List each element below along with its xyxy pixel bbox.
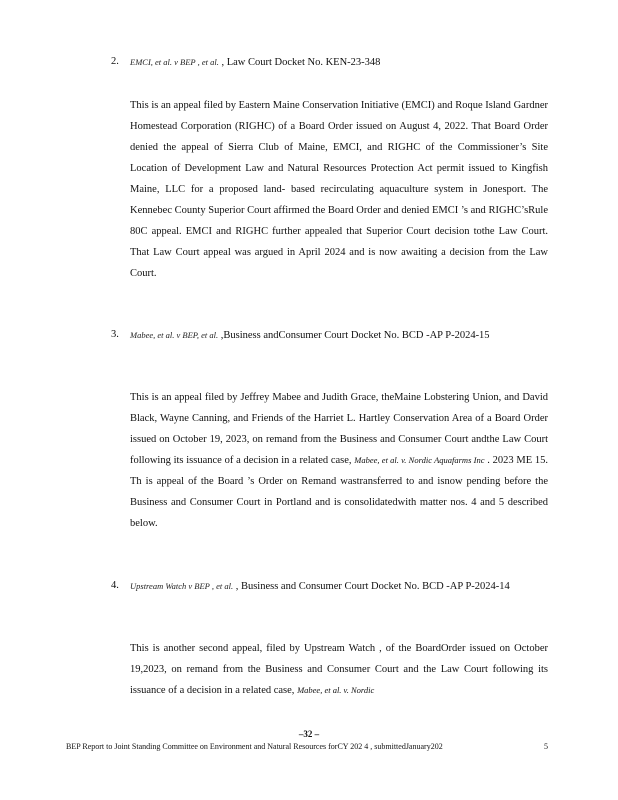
item-number: 3.	[111, 329, 119, 340]
case-paragraph	[130, 638, 548, 701]
case-paragraph	[130, 387, 548, 534]
paragraph-text: This is another second appeal, filed by Upstream Watch , of the BoardOrder issued on October 19,2023, on remand from the Business and Consumer Court and the Law Court following its issuance of a decision in a related case,	[130, 643, 548, 696]
page-number: –32 –	[298, 729, 320, 739]
paragraph-text: . 2023 ME 15. Th is appeal of the Board ’s Order on Remand wastransferred to and isnow pending before the Business and Consumer Court in Portland and is consolidatedwith matter nos. 4 and 5 described below.	[130, 455, 548, 529]
cited-case: Mabee, et al. v. Nordic Aquafarms Inc	[354, 455, 485, 465]
case-heading	[130, 52, 550, 73]
cited-case: Mabee, et al. v. Nordic	[297, 685, 375, 695]
footer-suffix: 5	[544, 742, 548, 751]
case-name: Upstream Watch v BEP , et al.	[130, 581, 234, 591]
case-heading	[130, 576, 550, 597]
case-paragraph: This is an appeal filed by Eastern Maine Conservation Initiative (EMCI) and Roque Island Gardner Homestead Corporation (RIGHC) of a Board Order issued on August 4, 2022. That Board Order denied the appeal of Sierra Club of Maine, EMCI, and RIGHC of the Commissioner’s Site Location of Development Law and Natural Resources Protection Act permit issued to Kingfish Maine, LLC for a proposed land- based recirculating aquaculture system in Jonesport. The Kennebec County Superior Court affirmed the Board Order and denied EMCI ’s and RIGHC’sRule 80C appeal. EMCI and RIGHC further appealed that Superior Court decision tothe Law Court. That Law Court appeal was argued in April 2024 and is now awaiting a decision from the Law Court.	[130, 100, 548, 279]
case-docket: , Business and Consumer Court Docket No. BCD -AP P-2024-14	[233, 581, 510, 592]
case-heading	[130, 325, 550, 346]
case-docket: ,Business andConsumer Court Docket No. BCD -AP P-2024-15	[218, 330, 490, 341]
case-docket: , Law Court Docket No. KEN-23-348	[218, 57, 381, 68]
paragraph-text: This is an appeal filed by Jeffrey Mabee and Judith Grace, theMaine Lobstering Union, and David Black, Wayne Canning, and Friends of the Harriet L. Hartley Conservation Area of a Board Order issued on October 19, 2023, on remand from the Business and Consumer Court andthe Law Court following its issuance of a decision in a related case,	[130, 392, 548, 466]
case-name: EMCI, et al. v BEP , et al.	[130, 57, 219, 67]
footer-text: BEP Report to Joint Standing Committee on Environment and Natural Resources forCY 202 4 , submittedJanuary202	[66, 742, 443, 751]
item-number: 4.	[111, 580, 119, 591]
page-footer	[66, 742, 548, 751]
case-name: Mabee, et al. v BEP, et al.	[130, 330, 219, 340]
item-number: 2.	[111, 56, 119, 67]
